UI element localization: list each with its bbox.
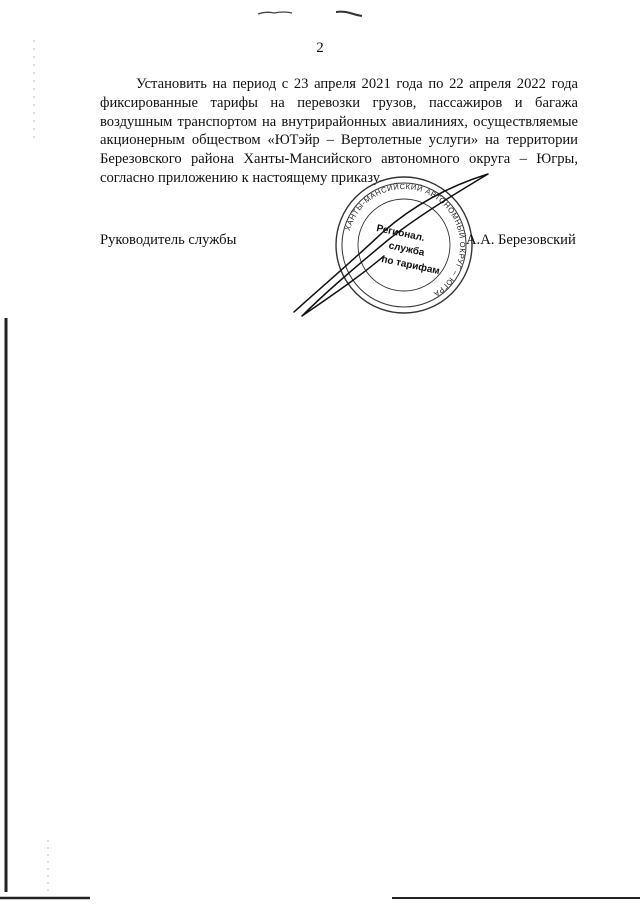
seal-line-2: служба <box>387 240 426 259</box>
seal-line-1: Регионал. <box>375 223 426 245</box>
seal-line-3: по тарифам <box>380 254 441 278</box>
signature-role: Руководитель службы <box>100 232 237 248</box>
page-number: 2 <box>316 40 324 56</box>
order-paragraph-text: Установить на период с 23 апреля 2021 года по 22 апреля 2022 года фиксированные тарифы на перевозки грузов, пассажиров и багажа воздушным транспортом на внутрирайонных авиалиниях, осуществляемые акционерным обществом «ЮТэйр – Вертолетные услуги» на территории Березовского района Ханты-Мансийского автономного округа – Югры, согласно приложению к настоящему приказу. <box>100 76 578 186</box>
signature-name: А.А. Березовский <box>466 232 576 248</box>
seal-ring-text: ХАНТЫ-МАНСИЙСКИЙ АВТОНОМНЫЙ ОКРУГ – ЮГРА <box>342 181 468 299</box>
